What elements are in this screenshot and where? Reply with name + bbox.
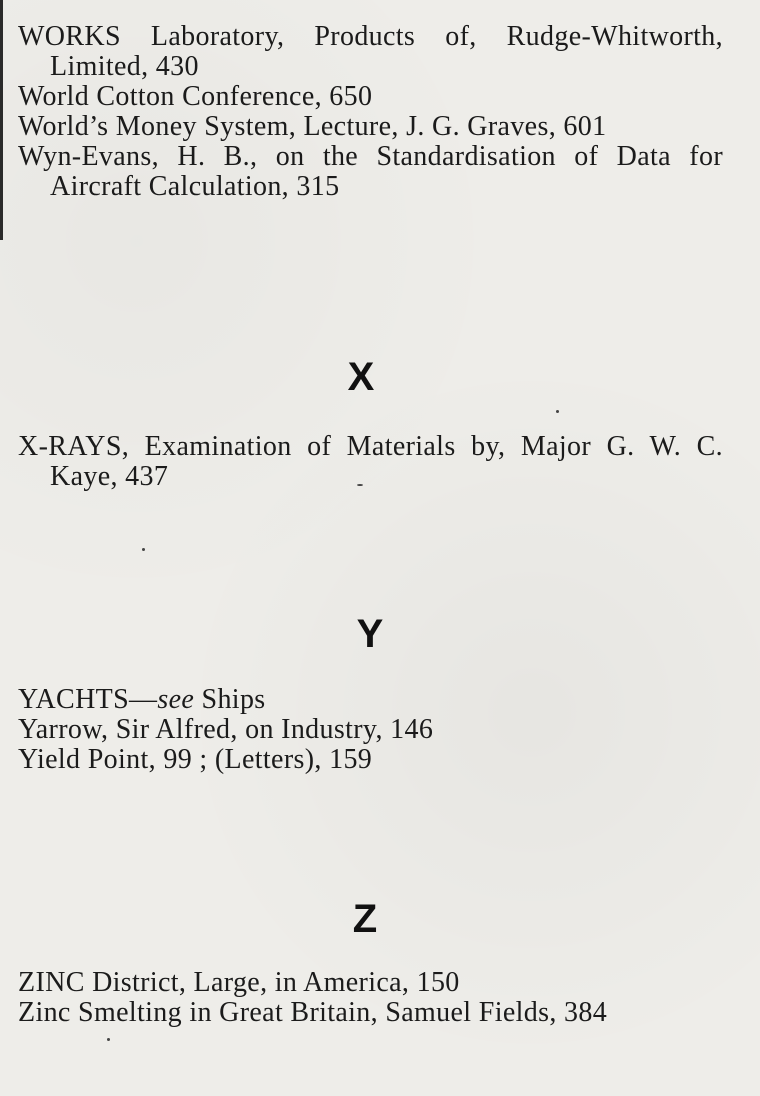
index-entry-zinc-smelting: Zinc Smelting in Great Britain, Samuel Fields, 384	[18, 997, 608, 1028]
see-reference: see	[157, 684, 195, 715]
index-entry-world-cotton-conference: World Cotton Conference, 650	[18, 81, 373, 112]
left-margin-rule	[0, 0, 3, 240]
yachts-heading-text: YACHTS—	[18, 684, 158, 715]
index-entry-yachts	[18, 685, 723, 715]
yachts-reference-target: Ships	[194, 684, 266, 715]
section-heading-x: X	[347, 355, 375, 399]
index-entry-yarrow: Yarrow, Sir Alfred, on Industry, 146	[18, 714, 434, 745]
print-speck	[357, 484, 363, 486]
section-heading-z: Z	[352, 897, 378, 941]
z-section-entries	[18, 968, 723, 1028]
index-entry-yield-point: Yield Point, 99 ; (Letters), 159	[18, 744, 373, 775]
index-entry-works-laboratory: WORKS Laboratory, Products of, Rudge-Whitworth, Limited, 430	[18, 21, 723, 82]
x-section-entries	[18, 432, 723, 492]
print-speck	[556, 410, 559, 413]
w-section-entries	[18, 22, 723, 202]
section-heading-y: Y	[356, 612, 384, 656]
index-entry-wyn-evans: Wyn-Evans, H. B., on the Standardisation of Data for Aircraft Calculation, 315	[18, 141, 723, 202]
print-speck	[107, 1038, 110, 1041]
y-section-entries	[18, 685, 723, 775]
index-entry-worlds-money-system: World’s Money System, Lecture, J. G. Graves, 601	[18, 111, 607, 142]
index-entry-x-rays: X-RAYS, Examination of Materials by, Major G. W. C. Kaye, 437	[18, 431, 723, 492]
index-entry-zinc-district: ZINC District, Large, in America, 150	[18, 967, 460, 998]
print-speck	[142, 548, 145, 551]
